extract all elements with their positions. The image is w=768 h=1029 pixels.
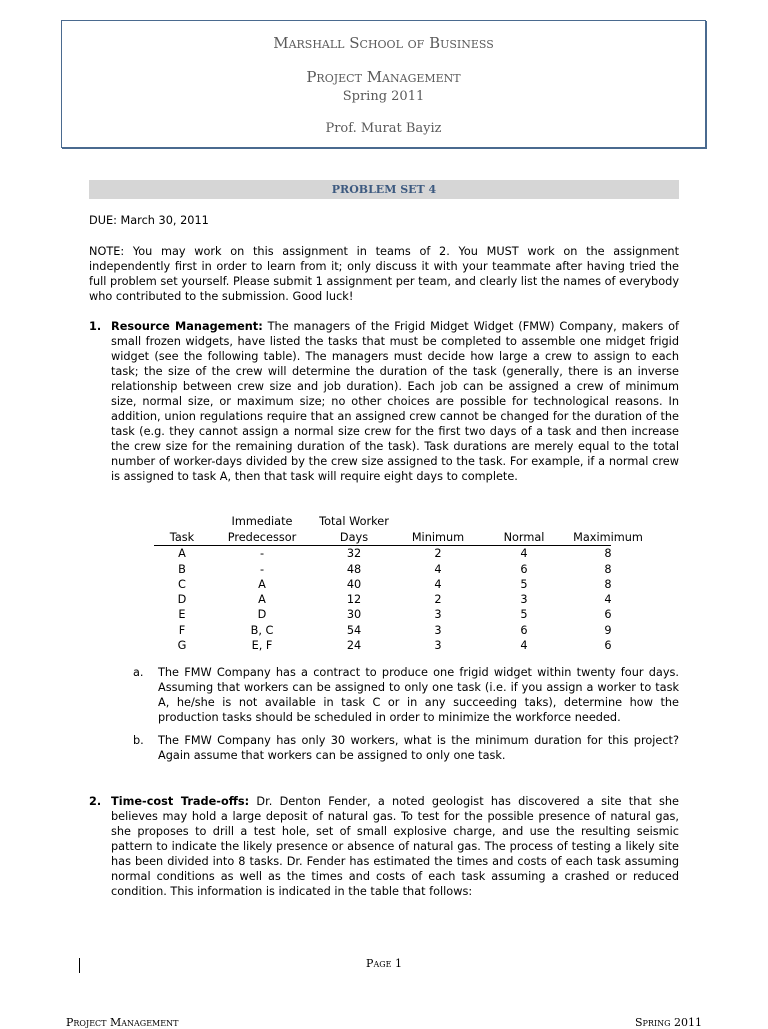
task-table bbox=[154, 514, 643, 653]
table-header-bottom bbox=[154, 530, 643, 545]
table-cell: B bbox=[178, 562, 186, 576]
header-cell: Maximimum bbox=[573, 531, 643, 544]
header-cell: Minimum bbox=[411, 531, 465, 544]
table-cell: 6 bbox=[520, 562, 528, 576]
header-cell: Normal bbox=[503, 531, 545, 544]
table-row bbox=[154, 623, 611, 638]
table-cell: F bbox=[178, 623, 186, 637]
page-number: Page 1 bbox=[366, 957, 402, 970]
table-cell: 4 bbox=[434, 577, 442, 591]
q1-body: The managers of the Frigid Midget Widget (FMW) Company, makers of small frozen widgets, have listed the tasks that must be completed to assemble one midget frigid widget (see the following table). The managers must decide how large a crew to assign to each task; the size of the crew will determine the duration of the task (generally, there is an inverse relationship between crew size and job duration). Each job can be assigned a crew of minimum size, normal size, or maximum size; no other choices are possible for technological reasons. In addition, union regulations require that an assigned crew cannot be changed for the duration of the task (e.g. they cannot assign a normal size crew for the first two days of a task and then increase the crew size for the remaining duration of the task). Task durations are merely equal to the total number of worker-days divided by the crew size assigned to the task. For example, if a normal crew is assigned to task A, then that task will require eight days to complete. bbox=[111, 320, 679, 483]
table-cell: 30 bbox=[346, 608, 362, 622]
table-cell: 8 bbox=[604, 577, 612, 591]
table-cell: 24 bbox=[346, 639, 362, 653]
table-row bbox=[154, 607, 611, 622]
header-cell: Immediate bbox=[231, 515, 293, 528]
table-cell: A bbox=[258, 593, 266, 607]
q2-title: Time-cost Trade-offs: bbox=[111, 795, 250, 808]
table-row bbox=[154, 592, 611, 607]
q1-paragraph bbox=[111, 319, 679, 484]
q1b-text: The FMW Company has only 30 workers, what is the minimum duration for this project? Again assume that workers can be assigned to only one task. bbox=[158, 734, 679, 762]
school-name: Marshall School of Business bbox=[273, 34, 494, 52]
q1-title: Resource Management: bbox=[111, 320, 263, 333]
table-cell: 2 bbox=[434, 547, 442, 561]
table-cell: 12 bbox=[346, 593, 362, 607]
problem-set-title: PROBLEM SET 4 bbox=[89, 180, 679, 199]
table-cell: 5 bbox=[520, 577, 528, 591]
table-cell: A bbox=[258, 577, 266, 591]
table-cell: 6 bbox=[604, 639, 612, 653]
table-cell: 3 bbox=[434, 623, 442, 637]
table-cell: G bbox=[177, 639, 187, 653]
table-cell: 8 bbox=[604, 562, 612, 576]
table-cell: 9 bbox=[604, 623, 612, 637]
header-box bbox=[61, 20, 706, 148]
table-row bbox=[154, 577, 611, 592]
table-cell: 8 bbox=[604, 547, 612, 561]
table-cell: 40 bbox=[346, 577, 362, 591]
table-cell: 54 bbox=[346, 623, 362, 637]
professor: Prof. Murat Bayiz bbox=[325, 121, 442, 136]
table-cell: E bbox=[178, 608, 186, 622]
table-cell: 5 bbox=[520, 608, 528, 622]
q2-number: 2. bbox=[89, 795, 102, 808]
q2-paragraph bbox=[111, 794, 679, 899]
table-row bbox=[154, 638, 611, 653]
table-cell: 48 bbox=[346, 562, 362, 576]
table-cell: C bbox=[178, 577, 186, 591]
header-cell: Days bbox=[339, 531, 369, 544]
table-cell: - bbox=[259, 562, 265, 576]
header-cell: Task bbox=[169, 531, 195, 544]
table-cell: D bbox=[257, 608, 267, 622]
q2-body: Dr. Denton Fender, a noted geologist has discovered a site that she believes may hold a large deposit of natural gas. To test for the possible presence of natural gas, she proposes to drill a test hole, set of small explosive charge, and use the resulting seismic pattern to indicate the likely presence or absence of natural gas. The process of testing a likely site has been divided into 8 tasks. Dr. Fender has estimated the times and costs of each task assuming normal conditions as well as the times and costs of each task assuming a crashed or reduced condition. This information is indicated in the table that follows: bbox=[111, 795, 679, 898]
table-row bbox=[154, 546, 611, 561]
table-row bbox=[154, 562, 611, 577]
table-cell: - bbox=[259, 547, 265, 561]
table-cell: 3 bbox=[434, 608, 442, 622]
table-cell: 4 bbox=[434, 562, 442, 576]
due-date: DUE: March 30, 2011 bbox=[89, 214, 209, 227]
course-name: Project Management bbox=[306, 68, 461, 86]
term: Spring 2011 bbox=[342, 89, 425, 104]
table-cell: A bbox=[178, 547, 186, 561]
table-cell: B, C bbox=[250, 623, 274, 637]
footer-course: Project Management bbox=[66, 1016, 179, 1029]
table-cell: 32 bbox=[346, 547, 362, 561]
table-header-top bbox=[154, 514, 611, 530]
table-cell: E, F bbox=[251, 639, 273, 653]
table-cell: 4 bbox=[520, 547, 528, 561]
q1a-label: a. bbox=[133, 666, 144, 679]
q1a-text: The FMW Company has a contract to produce one frigid widget within twenty four days. Assuming that workers can be assigned to only one task (i.e. if you assign a worker to task A, he/she is not available in task C or in any succeeding taks), determine how the production tasks should be scheduled in order to minimize the workforce needed. bbox=[158, 666, 679, 724]
note-paragraph: NOTE: You may work on this assignment in teams of 2. You MUST work on the assignment independently first in order to learn from it; only discuss it with your teammate after having tried the full problem set yourself. Please submit 1 assignment per team, and clearly list the names of everybody who contributed to the submission. Good luck! bbox=[89, 245, 679, 303]
q1b-label: b. bbox=[133, 734, 144, 747]
table-cell: 3 bbox=[434, 639, 442, 653]
table-cell: 3 bbox=[520, 593, 528, 607]
table-cell: 6 bbox=[604, 608, 612, 622]
q1-number: 1. bbox=[89, 320, 102, 333]
header-cell: Total Worker bbox=[319, 515, 389, 528]
header-cell: Predecessor bbox=[227, 531, 297, 544]
table-cell: 6 bbox=[520, 623, 528, 637]
footer-term: Spring 2011 bbox=[635, 1016, 702, 1029]
table-cell: 4 bbox=[604, 593, 612, 607]
table-cell: D bbox=[177, 593, 187, 607]
table-cell: 4 bbox=[520, 639, 528, 653]
table-cell: 2 bbox=[434, 593, 442, 607]
